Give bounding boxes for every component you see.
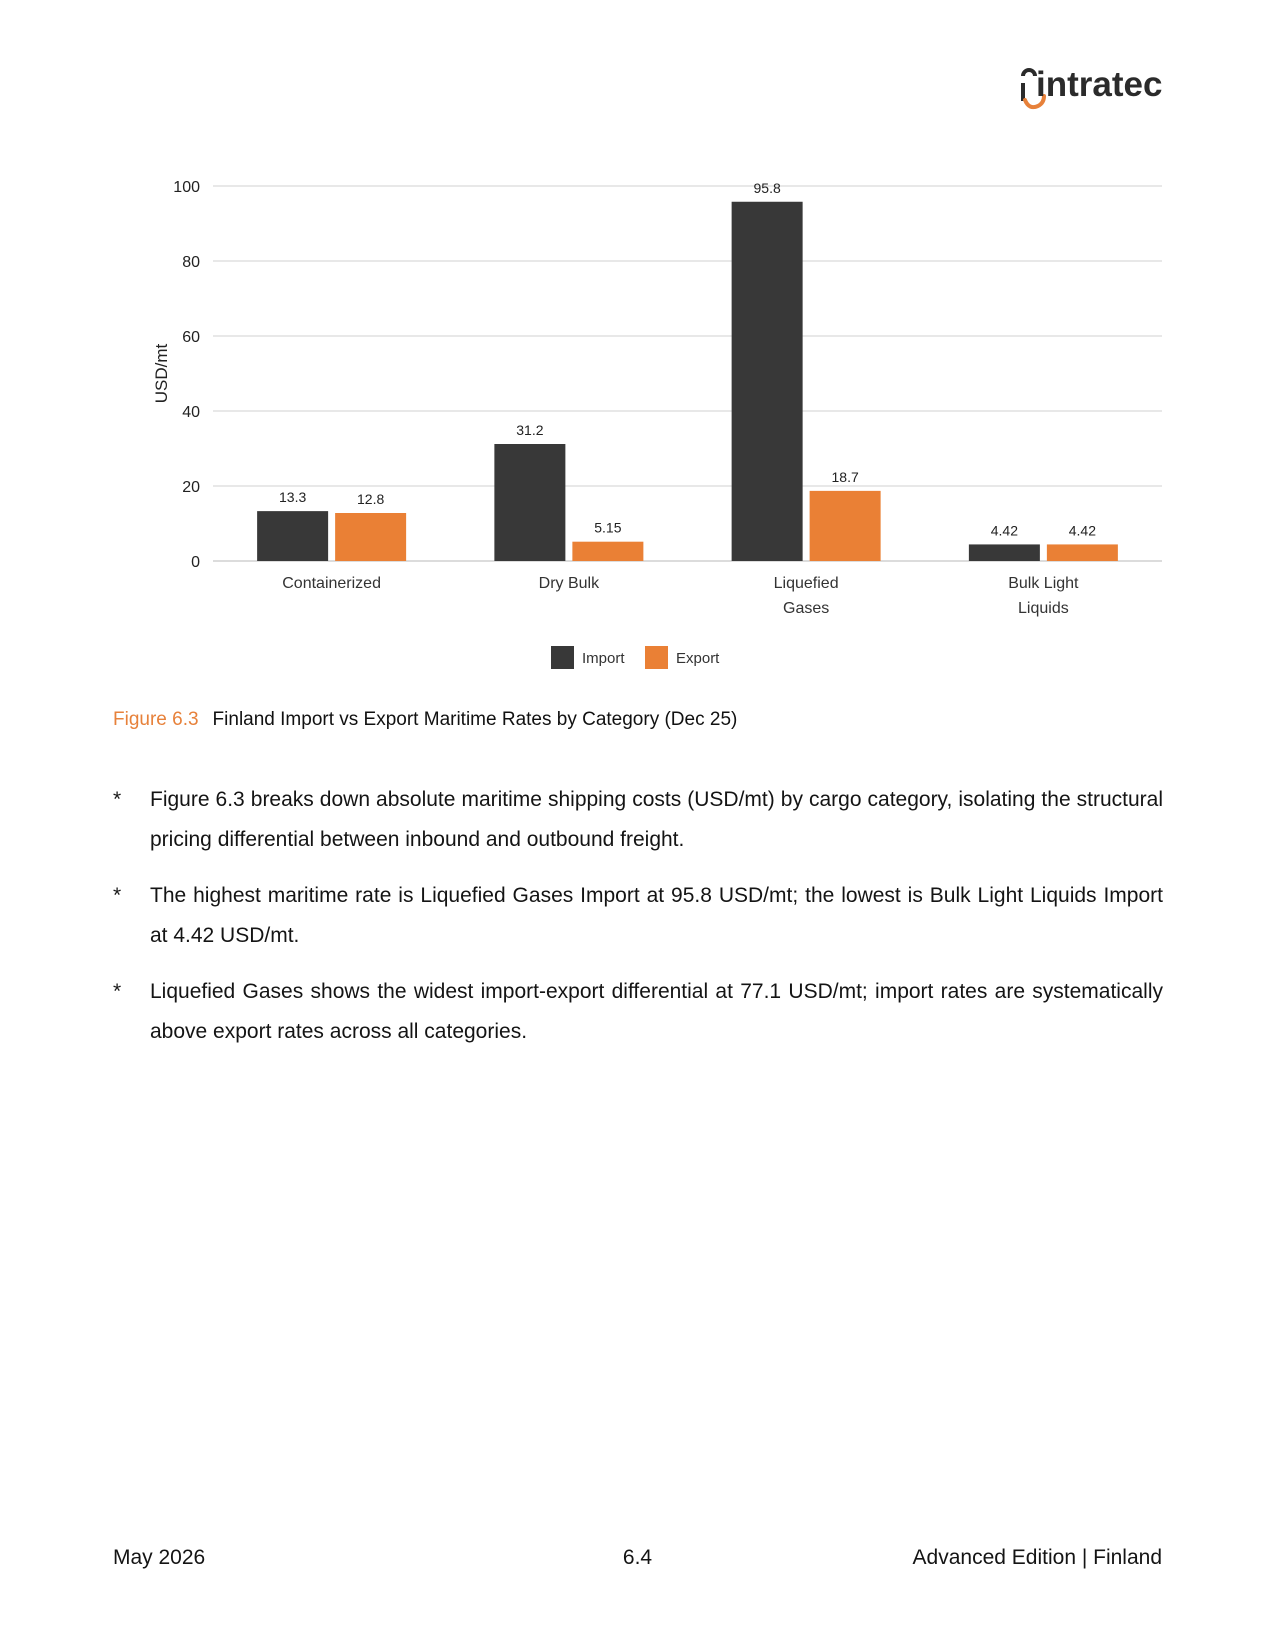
- bullet-text: The highest maritime rate is Liquefied Gases Import at 95.8 USD/mt; the lowest is Bulk Light Liquids Import at 4.42 USD/mt.: [150, 884, 1163, 947]
- data-label: 4.42: [990, 522, 1018, 539]
- logo-wordmark: intratec: [1036, 65, 1163, 104]
- x-category-label: Liquefied: [773, 575, 839, 592]
- y-tick-label: 100: [173, 179, 200, 196]
- figure-number: Figure 6.3: [113, 709, 199, 730]
- bar-import: [494, 444, 565, 561]
- x-category-label: Dry Bulk: [538, 575, 600, 592]
- data-label: 12.8: [357, 491, 385, 507]
- data-label: 5.15: [594, 519, 622, 536]
- chart-canvas: [0, 0, 1275, 700]
- bullet-list: [113, 780, 1163, 1068]
- data-label: 31.2: [516, 422, 544, 438]
- y-tick-label: 40: [182, 404, 200, 421]
- bullet-text: Figure 6.3 breaks down absolute maritime shipping costs (USD/mt) by cargo category, isolating the structural pricing differential between inbound and outbound freight.: [150, 788, 1163, 851]
- figure-caption: [113, 709, 737, 731]
- x-category-label: Bulk Light: [1008, 575, 1079, 592]
- bullet-item: [113, 876, 1163, 956]
- bar-chart: [0, 0, 1275, 700]
- y-tick-label: 80: [182, 254, 200, 271]
- y-axis-label: USD/mt: [152, 343, 171, 404]
- data-label: 4.42: [1068, 522, 1096, 539]
- bar-import: [732, 202, 803, 561]
- bar-export: [335, 513, 406, 561]
- data-label: 18.7: [831, 468, 859, 485]
- bullet-mark: *: [113, 980, 122, 1003]
- bar-export: [1047, 544, 1118, 561]
- footer-page-number: 6.4: [622, 1546, 653, 1569]
- data-label: 13.3: [279, 489, 307, 506]
- bar-export: [572, 542, 643, 561]
- bullet-item: [113, 972, 1163, 1052]
- x-category-label: Gases: [783, 600, 830, 617]
- bullet-item: [113, 780, 1163, 860]
- bar-export: [810, 491, 881, 561]
- bar-import: [969, 544, 1040, 561]
- legend-swatch-export: [645, 646, 668, 669]
- bullet-mark: *: [113, 788, 122, 811]
- bar-import: [257, 511, 328, 561]
- data-label: 95.8: [753, 179, 781, 196]
- figure-title: Finland Import vs Export Maritime Rates by Category (Dec 25): [212, 709, 738, 730]
- legend-label: Export: [676, 650, 720, 667]
- y-tick-label: 20: [182, 479, 200, 496]
- y-tick-label: 0: [191, 554, 200, 571]
- bullet-text: Liquefied Gases shows the widest import-export differential at 77.1 USD/mt; import rates are systematically above export rates across all categories.: [150, 980, 1163, 1043]
- legend-label: Import: [582, 650, 625, 667]
- legend-swatch-import: [551, 646, 574, 669]
- y-tick-label: 60: [182, 329, 200, 346]
- footer-date: May 2026: [113, 1546, 206, 1569]
- x-category-label: Containerized: [282, 575, 381, 592]
- x-category-label: Liquids: [1018, 600, 1069, 617]
- footer-edition: Advanced Edition | Finland: [912, 1546, 1162, 1569]
- bullet-mark: *: [113, 884, 122, 907]
